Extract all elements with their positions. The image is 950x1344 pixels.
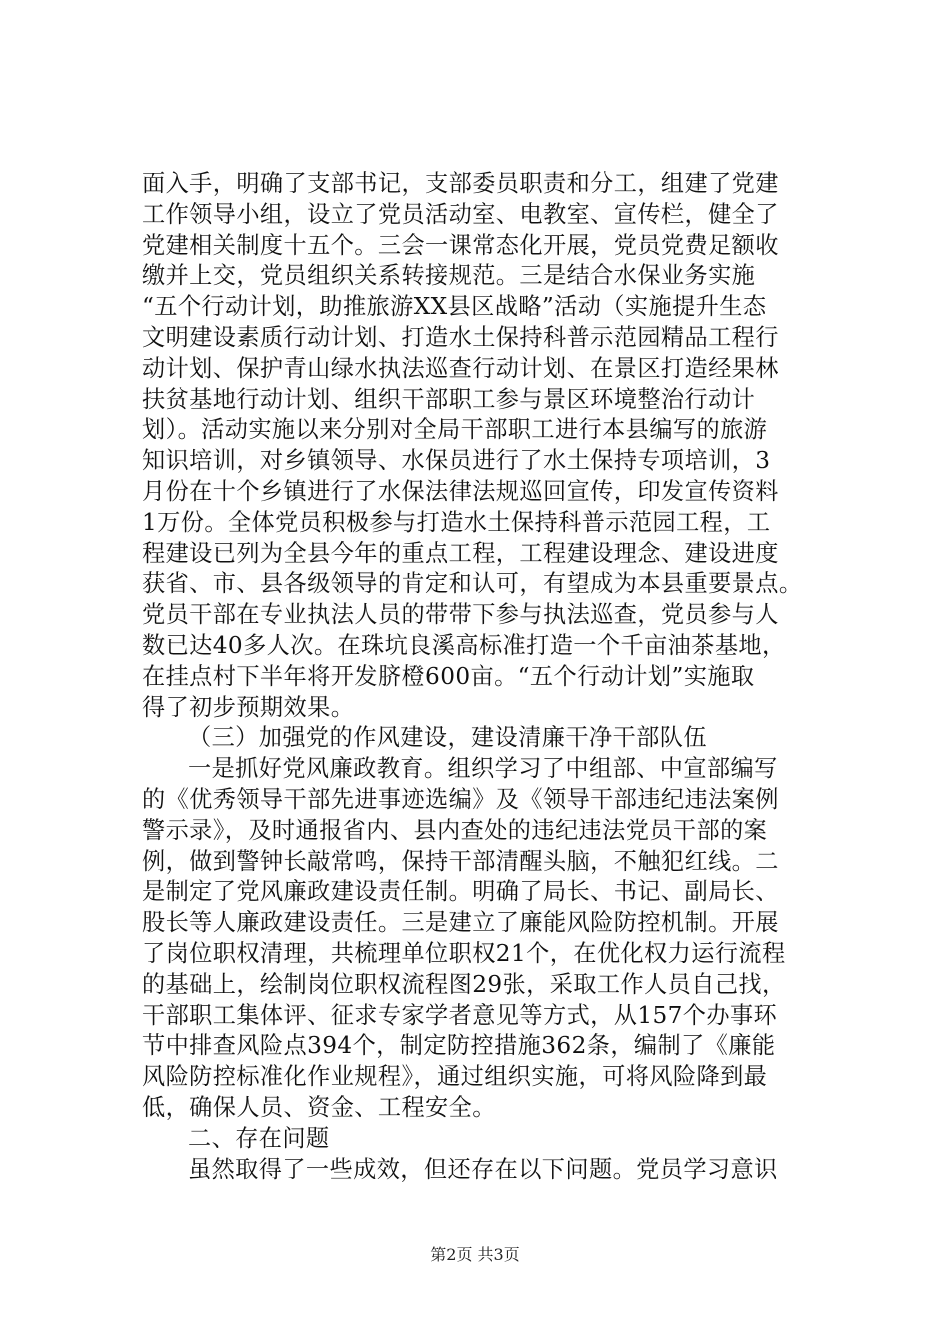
text-line: 低，确保人员、资金、工程安全。 [142, 1093, 496, 1121]
text-line: 党员干部在专业执法人员的带带下参与执法巡查，党员参与人 [142, 601, 779, 629]
text-line: 的《优秀领导干部先进事迹选编》及《领导干部违纪违法案例 [142, 785, 779, 813]
paragraph-start: 一是抓好党风廉政教育。组织学习了中组部、中宣部编写 [188, 755, 778, 783]
text-line: 股长等人廉政建设责任。三是建立了廉能风险防控机制。开展 [142, 909, 779, 937]
section-heading: 二、存在问题 [188, 1124, 330, 1152]
text-line: 警示录》，及时通报省内、县内查处的违纪违法党员干部的案 [142, 816, 768, 844]
text-line: 例，做到警钟长敲常鸣，保持干部清醒头脑，不触犯红线。二 [142, 847, 779, 875]
text-line: 在挂点村下半年将开发脐橙600亩。“五个行动计划”实施取 [142, 662, 755, 690]
text-line: 缴并上交，党员组织关系转接规范。三是结合水保业务实施 [142, 262, 756, 290]
page-footer [0, 1245, 950, 1265]
section-heading: （三）加强党的作风建设，建设清廉干净干部队伍 [188, 724, 707, 752]
text-line: 动计划、保护青山绿水执法巡查行动计划、在景区打造经果林 [142, 354, 779, 382]
text-line: 月份在十个乡镇进行了水保法律法规巡回宣传，印发宣传资料 [142, 477, 779, 505]
text-line: 获省、市、县各级领导的肯定和认可，有望成为本县重要景点。 [142, 570, 803, 598]
text-line: 扶贫基地行动计划、组织干部职工参与景区环境整治行动计 [142, 385, 756, 413]
text-line: 干部职工集体评、征求专家学者意见等方式，从157个办事环 [142, 1001, 778, 1029]
paragraph-start: 虽然取得了一些成效，但还存在以下问题。党员学习意识 [188, 1155, 778, 1183]
page-number-label: 第2页 共3页 [430, 1245, 520, 1264]
text-line: 数已达40多人次。在珠坑良溪高标准打造一个千亩油茶基地， [142, 631, 786, 659]
text-line: “五个行动计划，助推旅游XX县区战略”活动（实施提升生态 [142, 293, 767, 321]
text-line: 程建设已列为全县今年的重点工程，工程建设理念、建设进度 [142, 539, 779, 567]
text-line: 面入手，明确了支部书记，支部委员职责和分工，组建了党建 [142, 170, 779, 197]
text-line: 的基础上，绘制岗位职权流程图29张，采取工作人员自己找， [142, 970, 786, 998]
document-body [142, 169, 842, 1185]
text-line: 得了初步预期效果。 [142, 693, 355, 721]
text-line: 节中排查风险点394个，制定防控措施362条，编制了《廉能 [142, 1032, 776, 1060]
text-line: 是制定了党风廉政建设责任制。明确了局长、书记、副局长、 [142, 878, 779, 906]
text-line: 风险防控标准化作业规程》，通过组织实施，可将风险降到最 [142, 1063, 768, 1091]
text-line: 知识培训，对乡镇领导、水保员进行了水土保持专项培训，3 [142, 447, 771, 475]
text-line: 了岗位职权清理，共梳理单位职权21个，在优化权力运行流程 [142, 939, 786, 967]
text-line: 文明建设素质行动计划、打造水土保持科普示范园精品工程行 [142, 323, 779, 351]
text-line: 工作领导小组，设立了党员活动室、电教室、宣传栏，健全了 [142, 200, 779, 228]
text-line: 党建相关制度十五个。三会一课常态化开展，党员党费足额收 [142, 231, 779, 259]
text-line: 1万份。全体党员积极参与打造水土保持科普示范园工程，工 [142, 508, 771, 536]
text-line: 划）。活动实施以来分别对全局干部职工进行本县编写的旅游 [142, 416, 768, 444]
